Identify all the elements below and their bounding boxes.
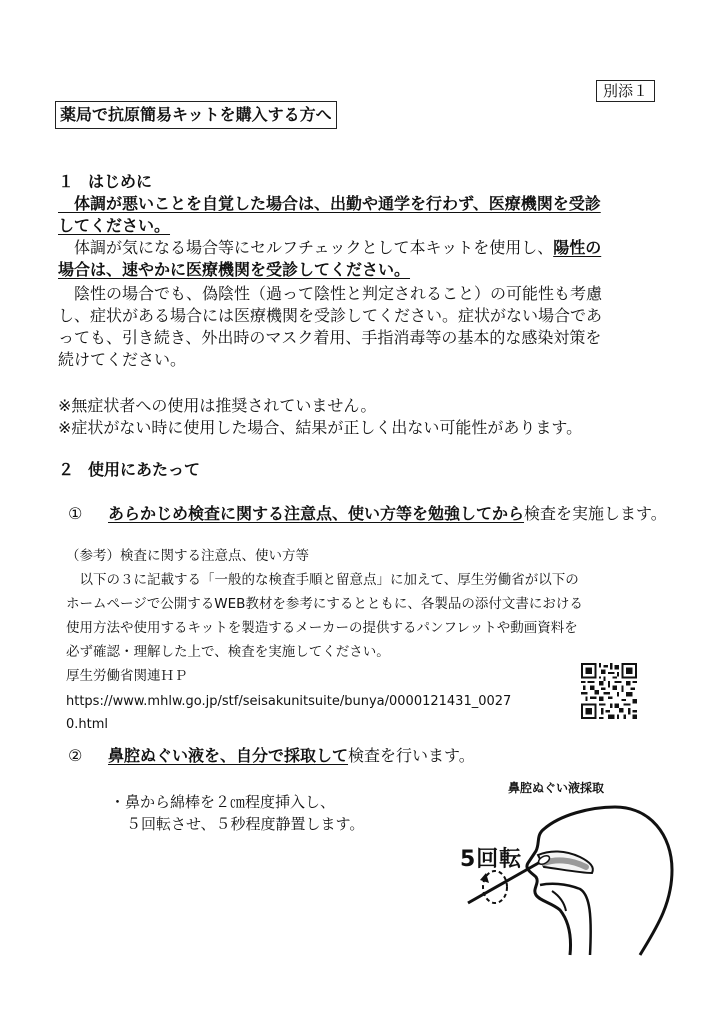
illustration-caption: 鼻腔ぬぐい液採取 xyxy=(508,781,605,795)
section-1-heading xyxy=(58,172,152,192)
section-1-p3-line4: 続けてください。 xyxy=(58,350,187,369)
section-1-p1-line2: してください。 xyxy=(58,216,171,235)
section-1-p2-plain: 体調が気になる場合等にセルフチェックとして本キットを使用し、 xyxy=(58,238,554,257)
section-1-note-2: ※症状がない時に使用した場合、結果が正しく出ない可能性があります。 xyxy=(58,418,583,437)
section-1-number: １ xyxy=(58,172,75,191)
reference-line-1: 以下の３に記載する「一般的な検査手順と留意点」に加えて、厚生労働省が以下の xyxy=(66,572,579,588)
section-1-p3-line1: 陰性の場合でも、偽陰性（過って陰性と判定されること）の可能性も考慮 xyxy=(58,284,603,303)
reference-line-4: 必ず確認・理解した上で、検査を実施してください。 xyxy=(66,644,390,660)
item-2-bold: 鼻腔ぬぐい液を、自分で採取して xyxy=(108,746,349,765)
qr-code-icon xyxy=(581,663,637,719)
attachment-label: 別添１ xyxy=(596,80,655,102)
section-1-p2-line2: 場合は、速やかに医療機関を受診してください。 xyxy=(58,260,411,279)
document-title: 薬局で抗原簡易キットを購入する方へ xyxy=(55,101,337,129)
section-1-p2-bold: 陽性の xyxy=(553,238,602,257)
reference-url-line-2[interactable]: 0.html xyxy=(66,717,109,732)
section-2-item-2 xyxy=(68,746,475,766)
rotation-count-label: 5回転 xyxy=(460,847,523,872)
reference-url-line-1[interactable]: https://www.mhlw.go.jp/stf/seisakunitsuite/bunya/0000121431_0027 xyxy=(66,694,512,709)
reference-line-2: ホームページで公開するWEB教材を参考にするとともに、各製品の添付文書における xyxy=(66,596,583,612)
item-1-bold: あらかじめ検査に関する注意点、使い方等を勉強してから xyxy=(108,504,525,523)
section-1-p3-line2: し、症状がある場合には医療機関を受診してください。症状がない場合であ xyxy=(58,306,603,325)
section-1-p3-line3: っても、引き続き、外出時のマスク着用、手指消毒等の基本的な感染対策を xyxy=(58,328,602,347)
section-1-note-1: ※無症状者への使用は推奨されていません。 xyxy=(58,396,377,415)
section-2-heading xyxy=(58,460,200,480)
item-2-marker: ② xyxy=(68,746,83,765)
section-1-p2-line1 xyxy=(58,238,601,258)
reference-title: （参考）検査に関する注意点、使い方等 xyxy=(66,548,309,564)
reference-site-label: 厚生労働省関連ＨＰ xyxy=(66,668,188,684)
section-2-number: ２ xyxy=(58,460,75,479)
item-2-bullet-1: ・鼻から綿棒を２㎝程度挿入し、 xyxy=(110,793,336,811)
item-1-marker: ① xyxy=(68,504,83,523)
section-1-p1-line1: 体調が悪いことを自覚した場合は、出勤や通学を行わず、医療機関を受診 xyxy=(58,194,601,213)
item-2-bullet-2: ５回転させ、５秒程度静置します。 xyxy=(126,815,365,833)
item-2-plain: 検査を行います。 xyxy=(348,746,475,765)
reference-line-3: 使用方法や使用するキットを製造するメーカーの提供するパンフレットや動画資料を xyxy=(66,620,578,636)
item-1-plain: 検査を実施します。 xyxy=(524,504,667,523)
section-1-title: はじめに xyxy=(88,172,153,191)
section-2-title: 使用にあたって xyxy=(88,460,201,479)
nasal-swab-illustration xyxy=(440,795,675,960)
section-2-item-1 xyxy=(68,504,667,524)
